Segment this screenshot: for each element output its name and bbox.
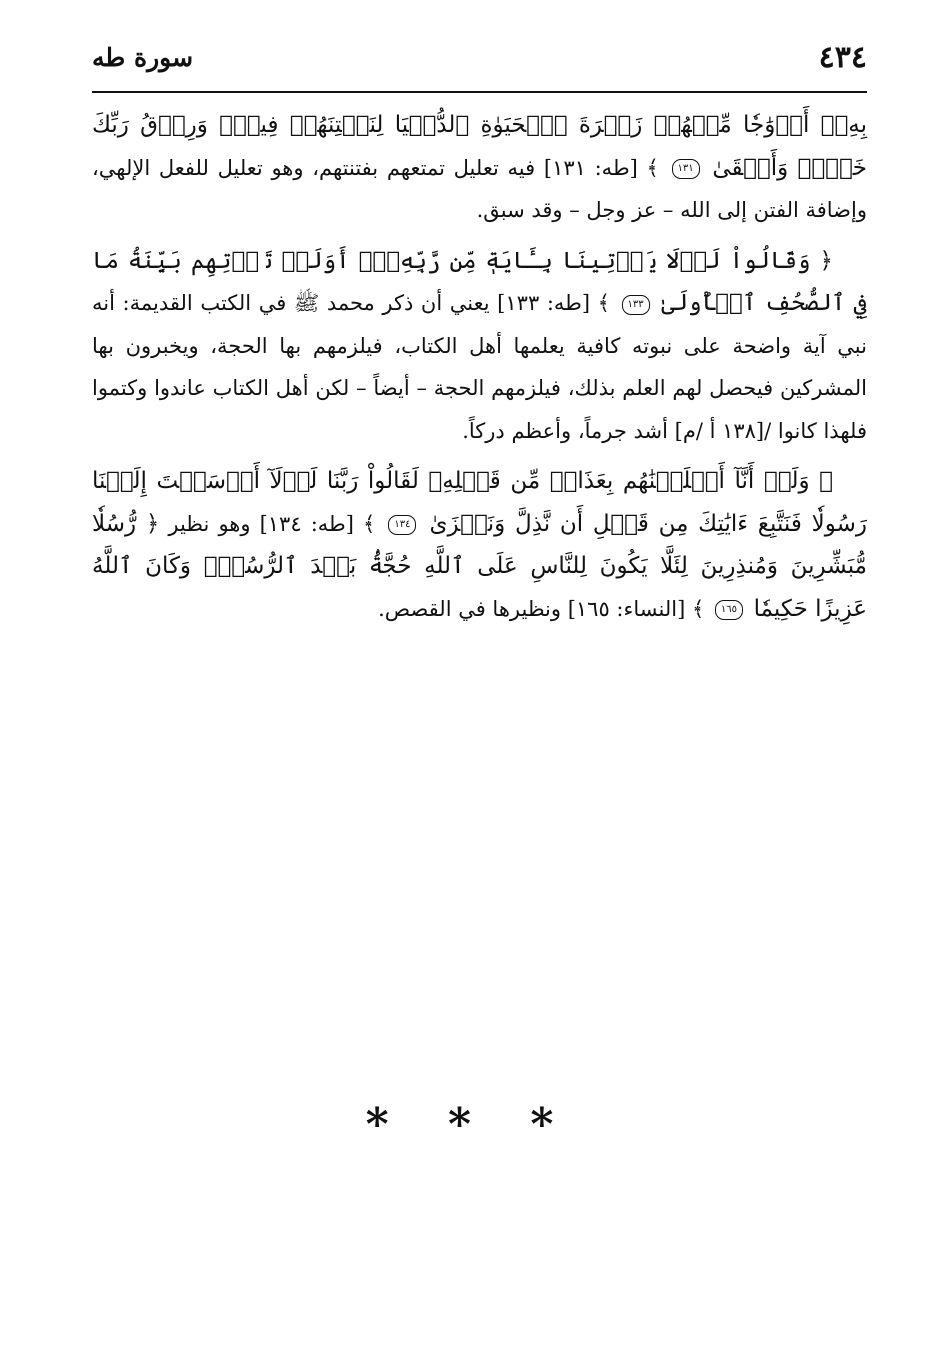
ayah-number-marker: ١٣٣ bbox=[622, 295, 650, 315]
paragraph-taha-131 bbox=[92, 104, 867, 232]
quran-verse-text: ﴿ وَلَوۡ أَنَّآ أَهۡلَكۡنَٰهُم بِعَذَابٖ مِّن قَبۡلِهِۦ لَقَالُواْ رَبَّنَا لَوۡلَآ أَرۡسَلۡتَ إِلَيۡنَا رَسُولٗا فَنَتَّبِعَ ءَايَٰتِكَ مِن قَبۡلِ أَن نَّذِلَّ وَنَخۡزَىٰ bbox=[92, 468, 867, 537]
paragraph-taha-134 bbox=[92, 460, 867, 630]
ayah-number-marker: ١٣٤ bbox=[388, 515, 416, 535]
ayah-number-marker: ١٣١ bbox=[672, 159, 700, 179]
commentary-text: ﴾ [طه: ١٣١] فيه تعليل تمتعهم بفتنتهم، وهو تعليل للفعل الإلهي، وإضافة الفتن إلى الله – عز وجل – وقد سبق. bbox=[92, 155, 867, 222]
paragraph-taha-133 bbox=[92, 240, 867, 453]
section-separator: * * * bbox=[365, 1099, 576, 1150]
commentary-text: ﴾ [النساء: ١٦٥] ونظيرها في القصص. bbox=[378, 596, 705, 621]
page-header bbox=[92, 36, 867, 92]
ayah-number-marker: ١٦٥ bbox=[715, 600, 743, 620]
commentary-text: ﴾ [طه: ١٣٤] وهو نظير bbox=[168, 511, 376, 536]
commentary-text: ﴾ [طه: ١٣٣] يعني أن ذكر محمد ﷺ في الكتب القديمة: أنه نبي آية واضحة على نبوته كافية يعلمها أهل الكتاب، فيلزمهم بها الحجة، ويخبرون بها المشركين فيحصل لهم العلم بذلك، فيلزمهم الحجة – أيضاً – لكن أهل الكتاب عاندوا وكتموا فلهذا كانوا /[١٣٨ أ /م] أشد جرماً، وأعظم دركاً. bbox=[92, 291, 867, 443]
quran-verse-text: بِهِۦٓ أَزۡوَٰجٗا مِّنۡهُمۡ زَهۡرَةَ ٱلۡحَيَوٰةِ ٱلدُّنۡيَا لِنَفۡتِنَهُمۡ فِيهِۚ وَرِزۡقُ رَبِّكَ خَيۡرٞ وَأَبۡقَىٰ bbox=[92, 112, 867, 181]
header-divider bbox=[92, 91, 867, 93]
page-body bbox=[92, 104, 867, 638]
quran-verse-text: ﴿ وَقَالُواْ لَوۡلَا يَأۡتِينَا بِـَٔايَةٖ مِّن رَّبِّهِۦٓۚ أَوَلَمۡ تَأۡتِهِم بَيِّنَةُ مَا فِي ٱلصُّحُفِ ٱلۡأُولَىٰ bbox=[92, 247, 867, 316]
quran-verse-text-nisa: ﴿ رُّسُلٗا مُّبَشِّرِينَ وَمُنذِرِينَ لِئَلَّا يَكُونَ لِلنَّاسِ عَلَى ٱللَّهِ حُجَّةُۢ بَعۡدَ ٱلرُّسُلِۚ وَكَانَ ٱللَّهُ عَزِيزًا حَكِيمٗا bbox=[92, 510, 867, 622]
page-number: ٤٣٤ bbox=[818, 40, 867, 75]
surah-title: سورة طه bbox=[92, 43, 194, 72]
